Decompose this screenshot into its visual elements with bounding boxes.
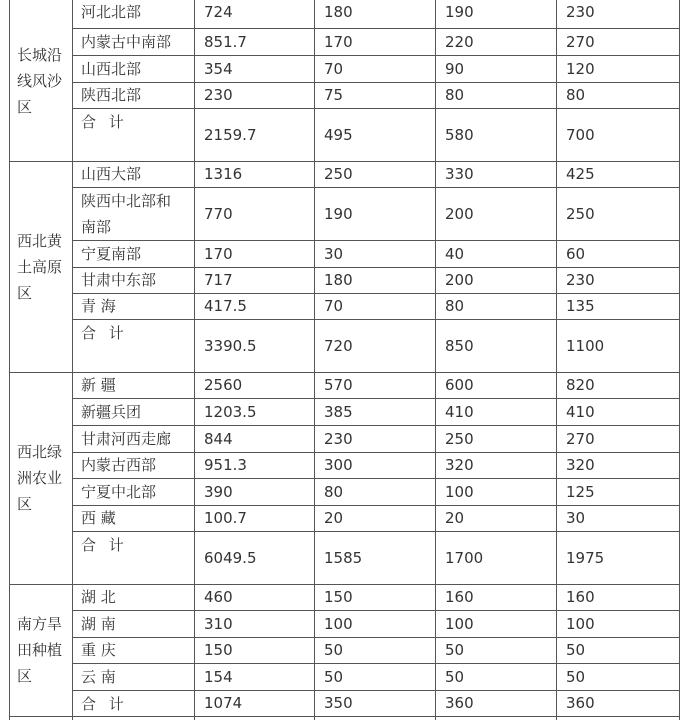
value-cell: 6049.5	[204, 548, 257, 567]
region-cell	[17, 228, 70, 306]
value-cell: 720	[324, 336, 353, 355]
value-cell: 410	[566, 402, 595, 421]
row-name: 宁夏中北部	[81, 482, 157, 501]
value-cell: 360	[445, 694, 474, 712]
value-cell: 3390.5	[204, 336, 257, 355]
region-label-line: 洲农业	[17, 469, 63, 487]
value-cell: 80	[445, 297, 465, 315]
region-label-line: 田种植	[17, 641, 63, 659]
total-row-label: 合 计	[81, 113, 128, 131]
value-cell: 600	[445, 376, 474, 394]
value-cell: 1100	[566, 336, 605, 355]
row-name: 甘肃河西走廊	[81, 429, 172, 448]
value-cell: 220	[445, 32, 474, 51]
region-label-line: 南方旱	[17, 615, 63, 633]
value-cell: 320	[445, 456, 474, 474]
row-name: 云 南	[81, 667, 116, 686]
value-cell: 154	[204, 667, 233, 686]
data-table	[9, 0, 679, 720]
value-cell: 40	[445, 244, 465, 263]
value-cell: 1074	[204, 694, 243, 712]
value-cell: 80	[445, 86, 465, 104]
value-cell: 70	[324, 59, 344, 78]
value-cell: 20	[445, 509, 465, 527]
value-cell: 230	[566, 3, 595, 21]
row-name: 湖 南	[81, 614, 116, 633]
value-cell: 820	[566, 376, 595, 394]
value-cell: 230	[566, 271, 595, 289]
value-cell: 230	[324, 429, 353, 448]
region-label-line: 区	[17, 97, 33, 116]
region-cell	[17, 42, 70, 120]
value-cell: 50	[445, 641, 465, 659]
value-cell: 30	[566, 509, 586, 527]
value-cell: 200	[445, 271, 474, 289]
value-cell: 20	[324, 509, 344, 527]
region-label-line: 西北绿	[17, 443, 63, 461]
value-cell: 844	[204, 429, 233, 448]
value-cell: 300	[324, 456, 353, 474]
row-name-line: 陕西中北部和	[81, 192, 172, 210]
value-cell: 850	[445, 336, 474, 355]
value-cell: 170	[324, 32, 353, 51]
row-name: 山西大部	[81, 165, 142, 183]
value-cell: 417.5	[204, 297, 247, 315]
value-cell: 180	[324, 3, 353, 21]
value-cell: 310	[204, 614, 233, 633]
value-cell: 150	[204, 641, 233, 659]
value-cell: 50	[445, 667, 465, 686]
value-cell: 50	[324, 641, 344, 659]
column-divider	[9, 0, 10, 720]
value-cell: 70	[324, 297, 344, 315]
region-cell	[17, 439, 70, 517]
value-cell: 160	[445, 588, 474, 606]
row-name: 山西北部	[81, 59, 142, 78]
value-cell: 1316	[204, 165, 243, 183]
value-cell: 170	[204, 244, 233, 263]
region-label-line: 长城沿	[17, 45, 63, 64]
value-cell: 320	[566, 456, 595, 474]
value-cell: 100	[566, 614, 595, 633]
region-label-line: 区	[17, 495, 33, 513]
value-cell: 385	[324, 402, 353, 421]
value-cell: 360	[566, 694, 595, 712]
value-cell: 125	[566, 482, 595, 501]
row-name: 湖 北	[81, 588, 116, 606]
value-cell: 50	[324, 667, 344, 686]
row-name: 宁夏南部	[81, 244, 142, 263]
value-cell: 190	[445, 3, 474, 21]
value-cell: 250	[324, 165, 353, 183]
value-cell: 135	[566, 297, 595, 315]
value-cell: 570	[324, 376, 353, 394]
row-name: 河北北部	[81, 3, 142, 21]
value-cell: 230	[204, 86, 233, 104]
value-cell: 495	[324, 125, 353, 144]
value-cell: 717	[204, 271, 233, 289]
value-cell: 75	[324, 86, 344, 104]
region-label-line: 区	[17, 667, 33, 685]
value-cell: 90	[445, 59, 465, 78]
value-cell: 700	[566, 125, 595, 144]
value-cell: 410	[445, 402, 474, 421]
value-cell: 425	[566, 165, 595, 183]
value-cell: 2159.7	[204, 125, 257, 144]
value-cell: 180	[324, 271, 353, 289]
value-cell: 100.7	[204, 509, 247, 527]
row-name: 新疆兵团	[81, 402, 142, 421]
value-cell: 1700	[445, 548, 484, 567]
value-cell: 330	[445, 165, 474, 183]
value-cell: 460	[204, 588, 233, 606]
value-cell: 770	[204, 204, 233, 223]
value-cell: 250	[445, 429, 474, 448]
value-cell: 354	[204, 59, 233, 78]
value-cell: 1975	[566, 548, 605, 567]
value-cell: 120	[566, 59, 595, 78]
value-cell: 100	[324, 614, 353, 633]
value-cell: 2560	[204, 376, 243, 394]
value-cell: 80	[566, 86, 586, 104]
value-cell: 250	[566, 204, 595, 223]
value-cell: 60	[566, 244, 586, 263]
value-cell: 951.3	[204, 456, 247, 474]
row-name: 西 藏	[81, 509, 116, 527]
value-cell: 1585	[324, 548, 363, 567]
row-name: 内蒙古西部	[81, 456, 157, 474]
value-cell: 30	[324, 244, 344, 263]
total-row-label: 合 计	[81, 536, 128, 554]
total-row-label: 合 计	[81, 324, 128, 342]
row-name-line: 南部	[81, 218, 112, 236]
value-cell: 190	[324, 204, 353, 223]
value-cell: 580	[445, 125, 474, 144]
row-name: 新 疆	[81, 376, 116, 394]
row-name: 甘肃中东部	[81, 271, 157, 289]
value-cell: 350	[324, 694, 353, 712]
region-label-line: 区	[17, 283, 33, 302]
value-cell: 50	[566, 641, 586, 659]
row-name: 青 海	[81, 297, 116, 315]
value-cell: 80	[324, 482, 344, 501]
value-cell: 50	[566, 667, 586, 686]
value-cell: 1203.5	[204, 402, 257, 421]
value-cell: 270	[566, 429, 595, 448]
value-cell: 100	[445, 482, 474, 501]
region-label-line: 西北黄	[17, 231, 63, 250]
total-row-label: 合 计	[81, 695, 128, 713]
value-cell: 100	[445, 614, 474, 633]
row-name: 重 庆	[81, 641, 116, 659]
region-label-line: 线风沙	[17, 71, 63, 90]
region-label-line: 土高原	[17, 257, 63, 276]
value-cell: 270	[566, 32, 595, 51]
region-cell	[17, 611, 70, 689]
value-cell: 390	[204, 482, 233, 501]
value-cell: 150	[324, 588, 353, 606]
value-cell: 200	[445, 204, 474, 223]
value-cell: 851.7	[204, 32, 247, 51]
value-cell: 160	[566, 588, 595, 606]
row-name: 陕西北部	[81, 86, 142, 104]
value-cell: 724	[204, 3, 233, 21]
row-name	[81, 188, 193, 241]
row-name: 内蒙古中南部	[81, 32, 172, 51]
